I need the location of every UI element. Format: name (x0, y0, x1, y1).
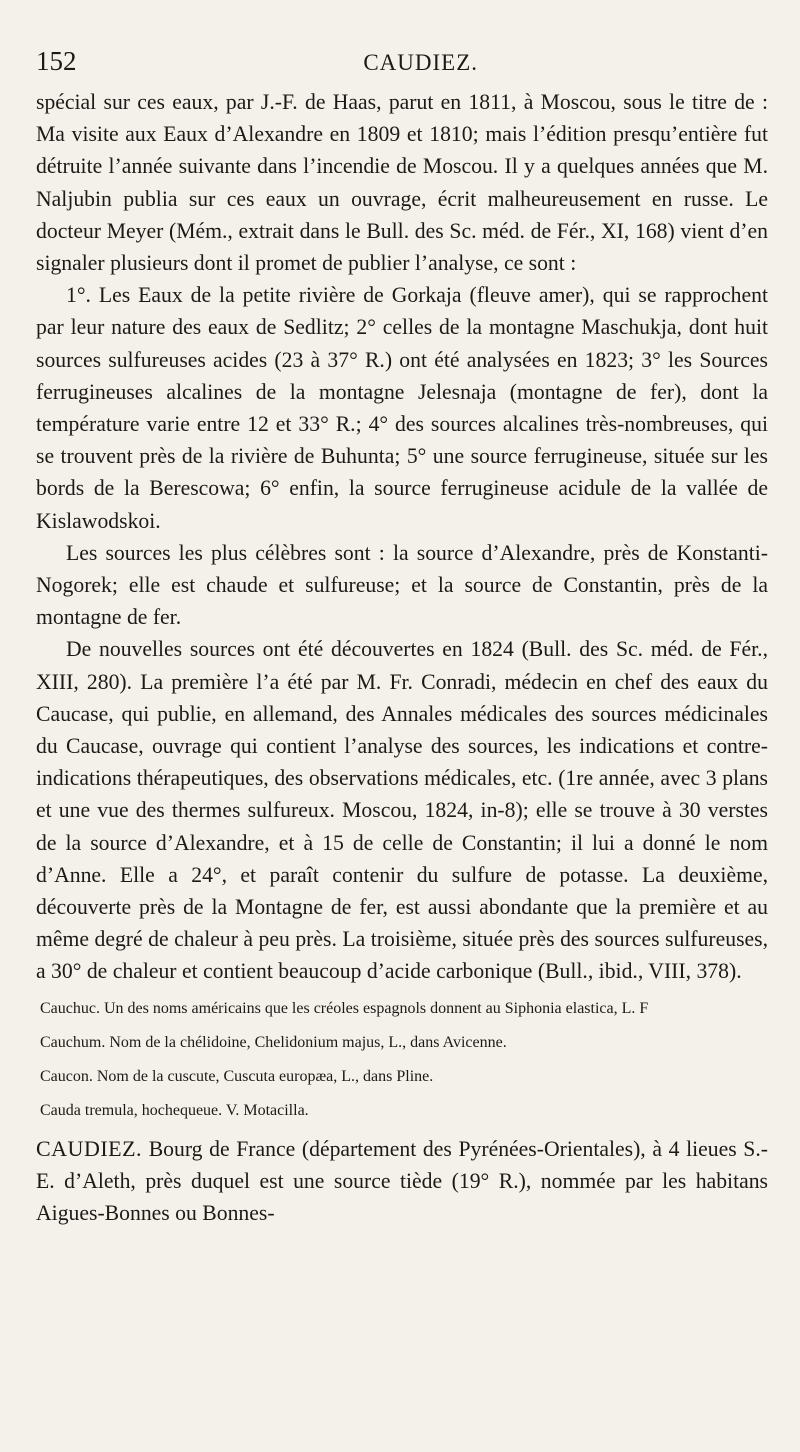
entry-text: Bourg de France (département des Pyrénées-Orientales), à 4 lieues S.-E. d’Aleth, près duquel est une source tiède (19° R.), nommée par les habitans Aigues-Bonnes ou Bonnes- (36, 1136, 769, 1226)
running-head (36, 46, 768, 86)
page-number: 152 (36, 46, 77, 76)
article-body (36, 86, 768, 988)
paragraph-sources-list: 1°. Les Eaux de la petite rivière de Gorkaja (fleuve amer), qui se rapprochent par leur nature des eaux de Sedlitz; 2° celles de la montagne Maschukja, dont huit sources sulfureuses acides (23 à 37° R.) ont été analysées en 1823; 3° les Sources ferrugineuses alcalines de la montagne Jelesnaja (montagne de fer), dont la température varie entre 12 et 33° R.; 4° des sources alcalines très-nombreuses, qui se trouvent près de la rivière de Buhunta; 5° une source ferrugineuse, située sur les bords de la Berescowa; 6° enfin, la source ferrugineuse acidule de la vallée de Kislawodskoi. (36, 283, 768, 533)
entry-cauchuc: Cauchuc. Un des noms américains que les créoles espagnols donnent au Siphonia elastica, L. F (40, 999, 649, 1017)
paragraph-famous-sources: Les sources les plus célèbres sont : la source d’Alexandre, près de Konstanti-Nogorek; elle est chaude et sulfureuse; et la source de Constantin, près de la montagne de fer. (36, 540, 768, 630)
entry-cauchum: Cauchum. Nom de la chélidoine, Chelidonium majus, L., dans Avicenne. (40, 1033, 507, 1051)
entry-caucon: Caucon. Nom de la cuscute, Cuscuta europæa, L., dans Pline. (40, 1067, 434, 1085)
paragraph-new-sources: De nouvelles sources ont été découvertes en 1824 (Bull. des Sc. méd. de Fér., XIII, 280). La première l’a été par M. Fr. Conradi, médecin en chef des eaux du Caucase, qui publie, en allemand, des Annales médicales des sources médicinales du Caucase, ouvrage qui contient l’analyse des sources, les indications et contre-indications thérapeutiques, des observations médicales, etc. (1re année, avec 3 plans et une vue des thermes sulfureux. Moscou, 1824, in-8); elle se trouve à 30 verstes de la source d’Alexandre, et à 15 de celle de Constantin; il lui a donné le nom d’Anne. Elle a 24°, et paraît contenir du sulfure de potasse. La deuxième, découverte près de la Montagne de fer, est aussi abondante que la première et au même degré de chaleur à peu près. La troisième, située près des sources sulfureuses, a 30° de chaleur et contient beaucoup d’acide carbonique (Bull., ibid., VIII, 378). (36, 637, 768, 984)
running-title: CAUDIEZ. (363, 50, 478, 75)
entry-cauda-tremula: Cauda tremula, hochequeue. V. Motacilla. (40, 1101, 309, 1119)
short-entries (36, 996, 768, 1123)
entry-caudiez (36, 1133, 768, 1230)
paragraph-intro: spécial sur ces eaux, par J.-F. de Haas, parut en 1811, à Moscou, sous le titre de : Ma visite aux Eaux d’Alexandre en 1809 et 1810; mais l’édition presqu’entière fut détruite l’année suivante dans l’incendie de Moscou. Il y a quelques années que M. Naljubin publia sur ces eaux un ouvrage, écrit malheureusement en russe. Le docteur Meyer (Mém., extrait dans le Bull. des Sc. méd. de Fér., XI, 168) vient d’en signaler plusieurs dont il promet de publier l’analyse, ce sont : (36, 90, 768, 276)
entry-headword: CAUDIEZ. (36, 1135, 143, 1161)
